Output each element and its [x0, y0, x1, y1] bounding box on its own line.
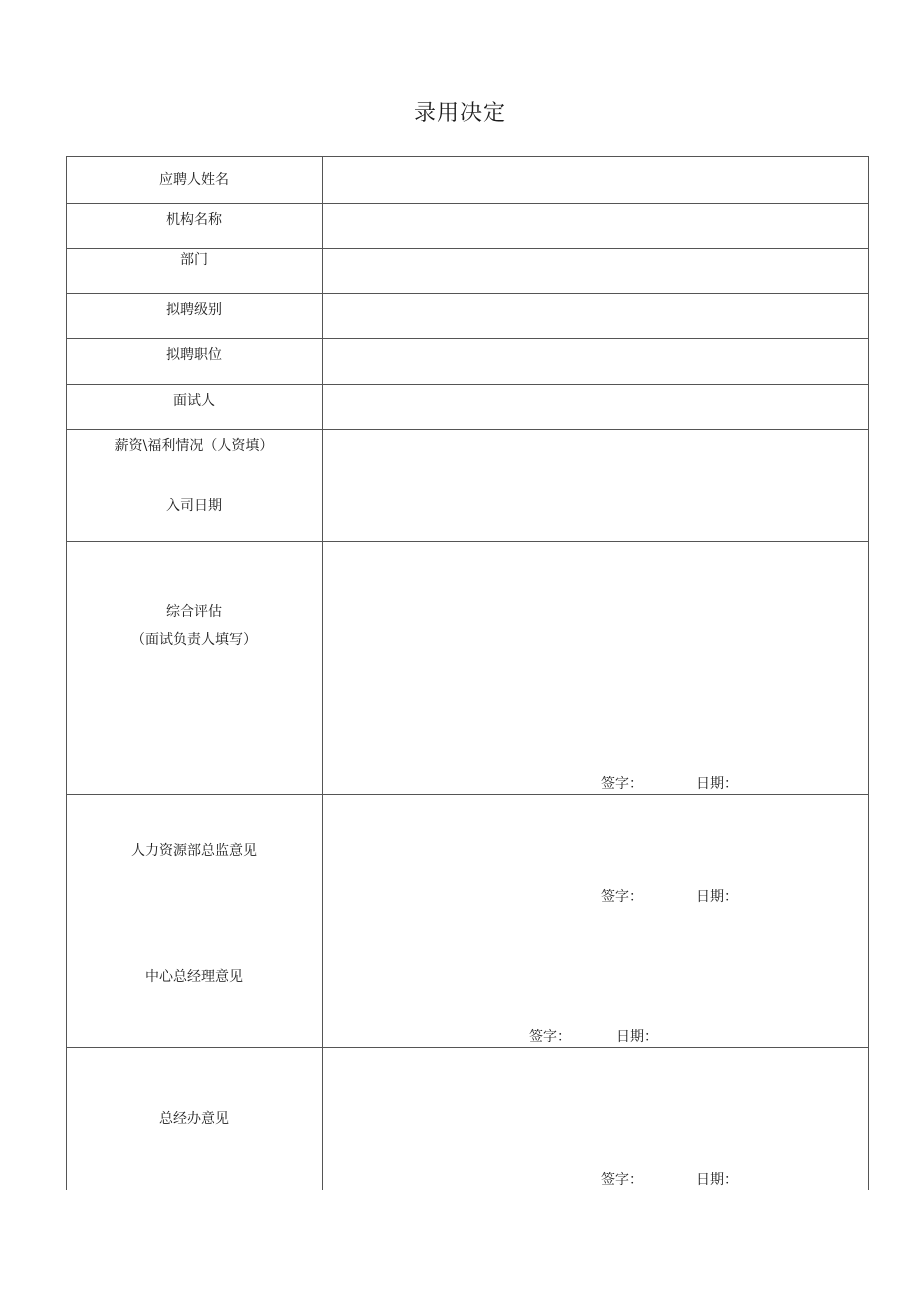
name-field[interactable]	[323, 157, 868, 203]
label-proposed-level: 拟聘级别	[166, 302, 222, 318]
label-interviewer: 面试人	[173, 393, 215, 409]
signature-label: 签字：	[529, 1029, 571, 1045]
org-field[interactable]	[323, 204, 868, 248]
label-gm-office-opinion: 总经办意见	[159, 1111, 229, 1127]
signature-label: 签字：	[601, 889, 643, 905]
signature-label: 签字：	[601, 1172, 643, 1188]
evaluation-field[interactable]	[323, 542, 868, 794]
date-label: 日期：	[696, 776, 738, 792]
gm-office-opinion-field[interactable]	[323, 1048, 868, 1190]
label-center-gm-opinion: 中心总经理意见	[145, 969, 243, 985]
label-applicant-name: 应聘人姓名	[159, 172, 229, 188]
date-label: 日期：	[696, 1172, 738, 1188]
label-proposed-position: 拟聘职位	[166, 347, 222, 363]
salary-join-field[interactable]	[323, 430, 868, 541]
signature-label: 签字：	[601, 776, 643, 792]
date-label: 日期：	[616, 1029, 658, 1045]
page-title: 录用决定	[413, 101, 506, 126]
label-hr-director-opinion: 人力资源部总监意见	[131, 843, 257, 859]
label-salary-benefits: 薪资\福利情况（人资填）	[114, 438, 274, 454]
label-department: 部门	[180, 252, 208, 268]
label-evaluation: 综合评估	[166, 604, 222, 620]
level-field[interactable]	[323, 294, 868, 338]
opinion-field[interactable]	[323, 795, 868, 1047]
dept-field[interactable]	[323, 249, 868, 293]
label-evaluation-note: （面试负责人填写）	[131, 632, 257, 648]
label-org-name: 机构名称	[166, 212, 222, 228]
label-join-date: 入司日期	[166, 498, 222, 514]
table-border-right	[868, 156, 869, 1190]
interviewer-field[interactable]	[323, 385, 868, 429]
hiring-form-table	[66, 156, 869, 1190]
date-label: 日期：	[696, 889, 738, 905]
position-field[interactable]	[323, 339, 868, 384]
